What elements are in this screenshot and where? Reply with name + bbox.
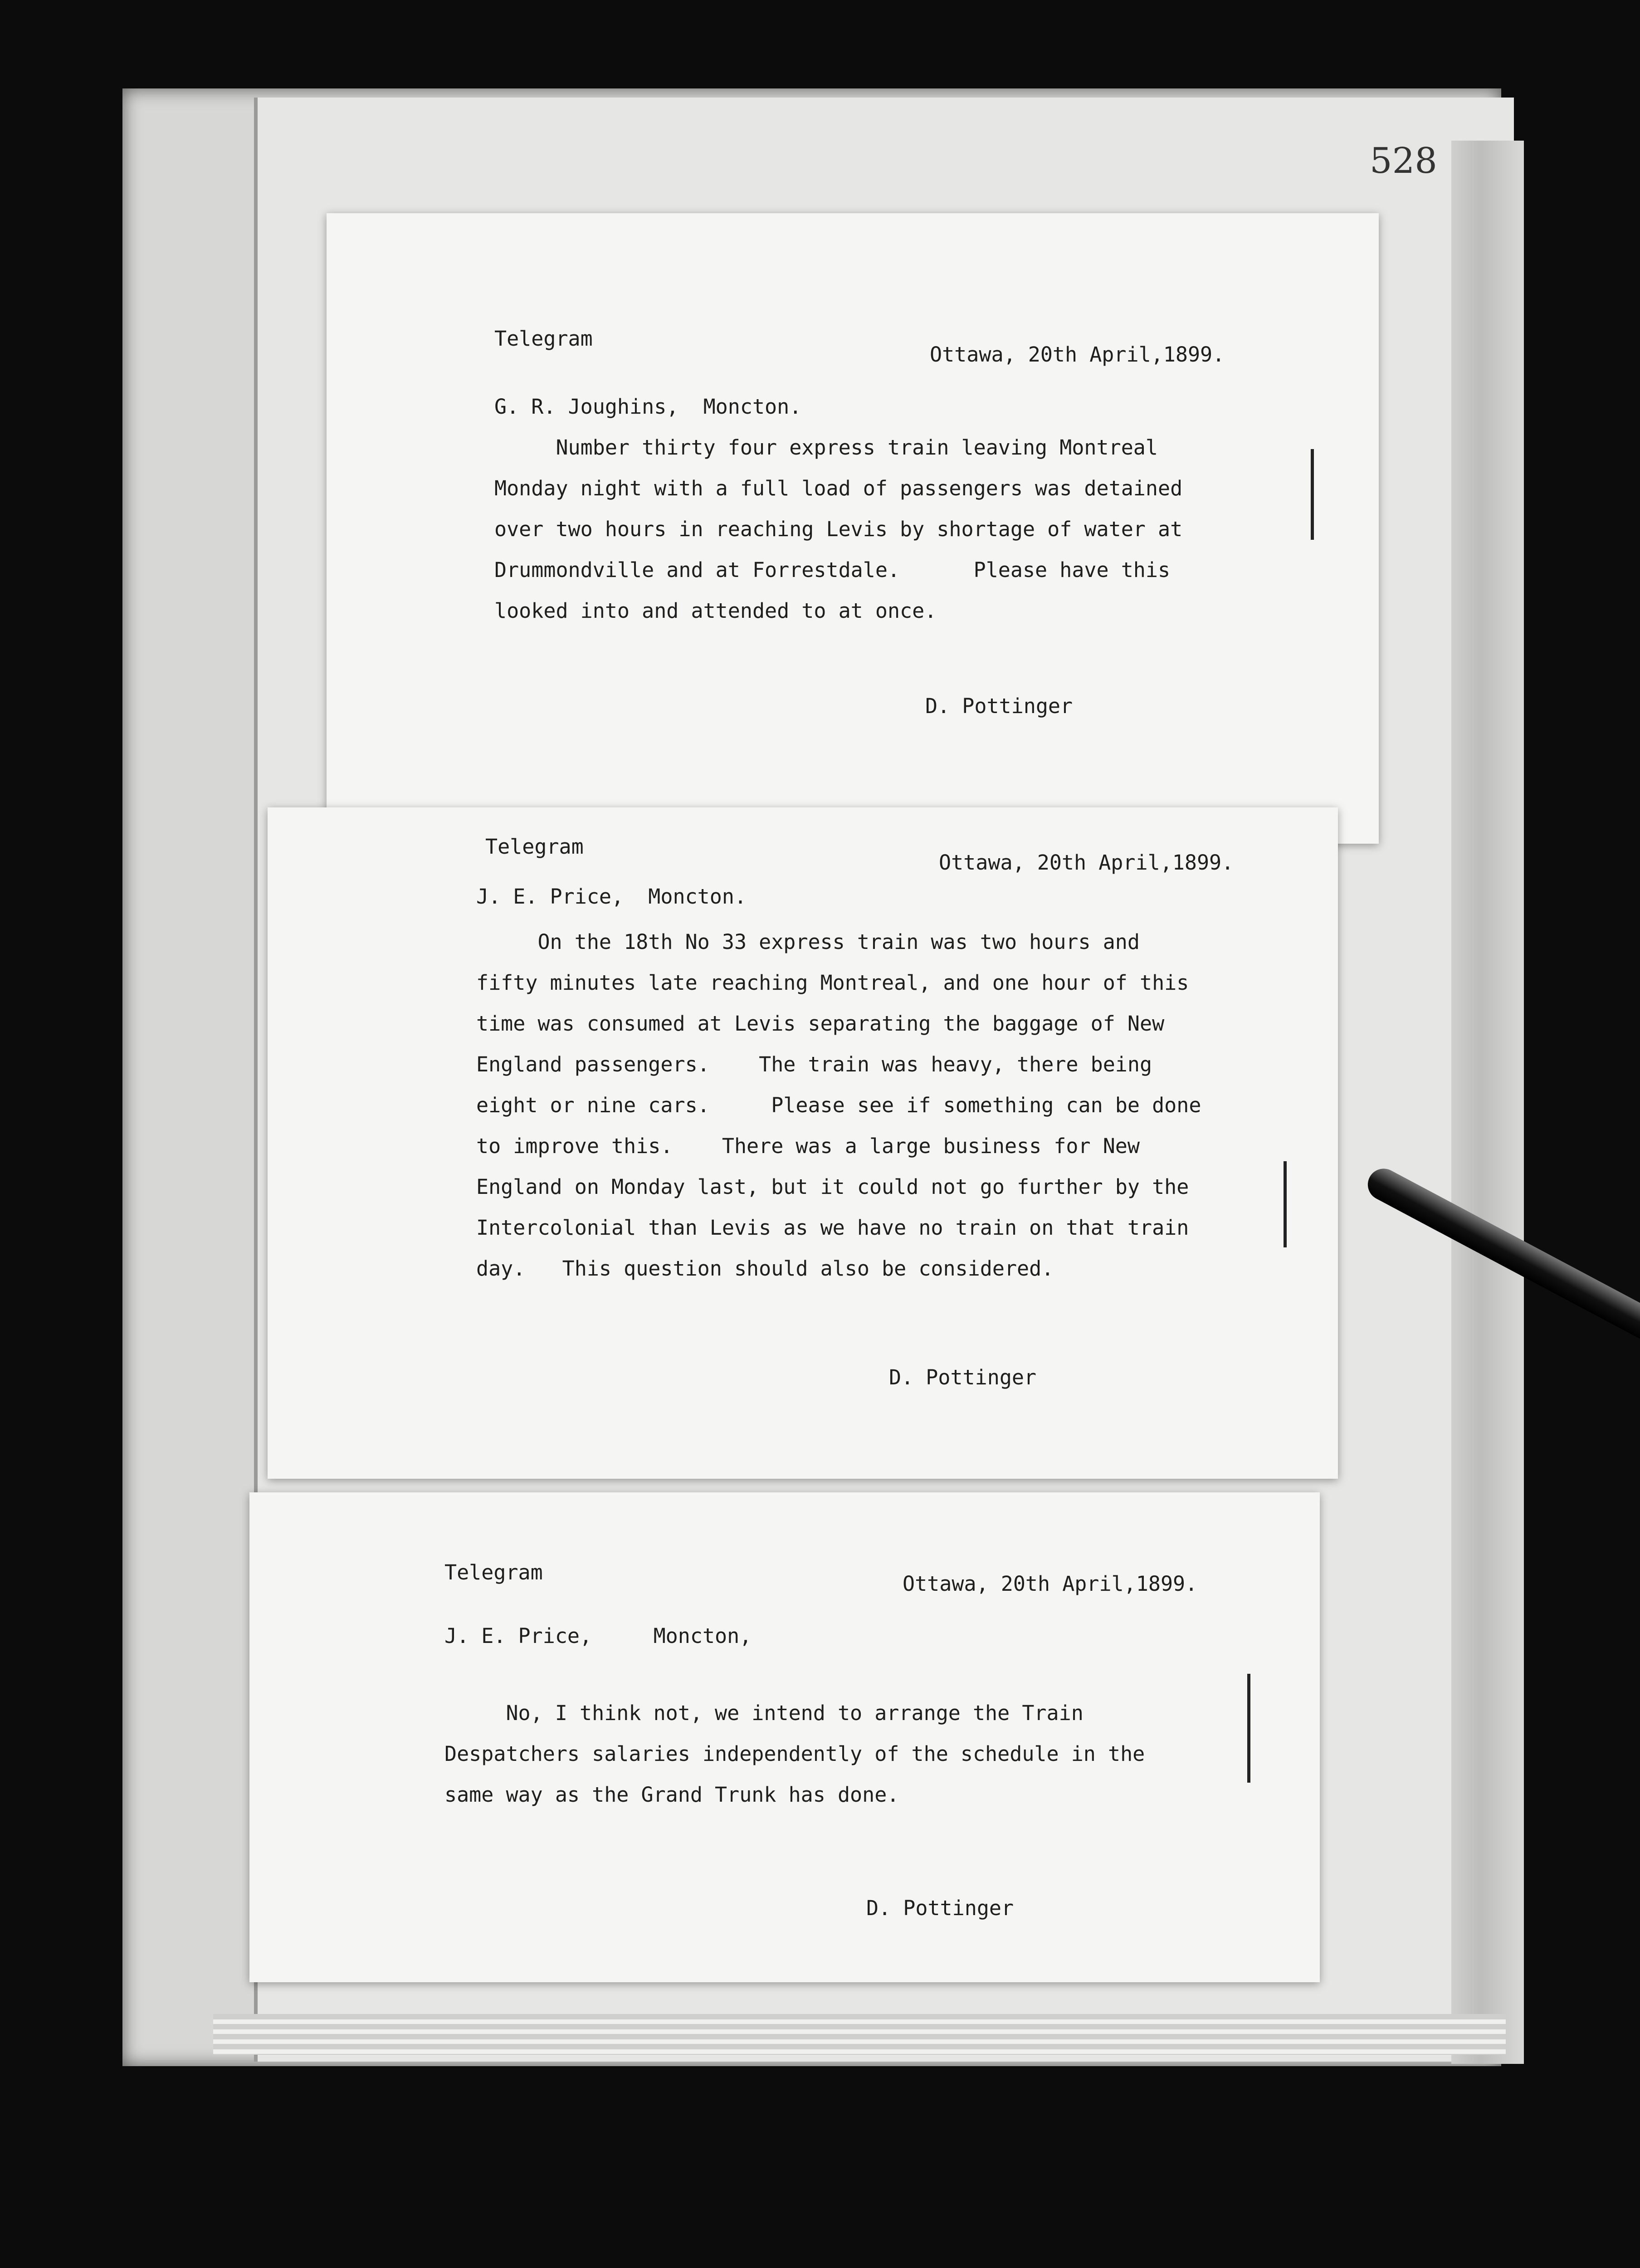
margin-mark [1247,1674,1250,1783]
telegram-body-line: over two hours in reaching Levis by shortage of water at [494,517,1183,541]
telegram-date: Ottawa, 20th April,1899. [930,342,1225,367]
telegram-signature: D. Pottinger [925,694,1073,718]
page-number: 528 [1370,141,1437,181]
telegram-sheet-3 [249,1492,1320,1982]
telegram-body-line: to improve this. There was a large business for New [476,1134,1140,1158]
telegram-body-line: England on Monday last, but it could not go further by the [476,1175,1189,1199]
telegram-body-line: time was consumed at Levis separating the baggage of New [476,1012,1165,1036]
margin-mark [1311,449,1314,540]
telegram-body-line: eight or nine cars. Please see if something can be done [476,1093,1201,1117]
page-leaf-edges [213,2014,1506,2055]
telegram-date: Ottawa, 20th April,1899. [939,850,1234,875]
telegram-body-line: Number thirty four express train leaving Montreal [494,435,1158,459]
telegram-addressee: J. E. Price, Moncton, [444,1624,752,1648]
telegram-heading: Telegram [485,835,584,859]
telegram-sheet-2 [268,807,1338,1479]
telegram-addressee: J. E. Price, Moncton. [476,885,747,909]
telegram-body-line: looked into and attended to at once. [494,599,937,623]
telegram-body-line: same way as the Grand Trunk has done. [444,1783,899,1807]
telegram-body-line: Intercolonial than Levis as we have no train on that train [476,1216,1189,1240]
telegram-date: Ottawa, 20th April,1899. [903,1572,1198,1596]
telegram-body-line: Monday night with a full load of passengers was detained [494,476,1183,500]
telegram-body-line: Drummondville and at Forrestdale. Please have this [494,558,1171,582]
telegram-body-line: Despatchers salaries independently of the schedule in the [444,1742,1145,1766]
telegram-signature: D. Pottinger [866,1896,1014,1920]
page-stack-edge [1451,141,1524,2064]
telegram-body-line: On the 18th No 33 express train was two hours and [476,930,1140,954]
telegram-heading: Telegram [494,327,593,351]
telegram-body-line: No, I think not, we intend to arrange the Train [444,1701,1084,1725]
telegram-signature: D. Pottinger [889,1365,1037,1389]
telegram-heading: Telegram [444,1560,543,1584]
telegram-addressee: G. R. Joughins, Moncton. [494,395,802,419]
margin-mark [1284,1161,1287,1247]
telegram-body-line: fifty minutes late reaching Montreal, and one hour of this [476,971,1189,995]
telegram-body-line: England passengers. The train was heavy, there being [476,1052,1152,1076]
telegram-sheet-1 [327,213,1379,844]
telegram-body-line: day. This question should also be considered. [476,1256,1054,1281]
